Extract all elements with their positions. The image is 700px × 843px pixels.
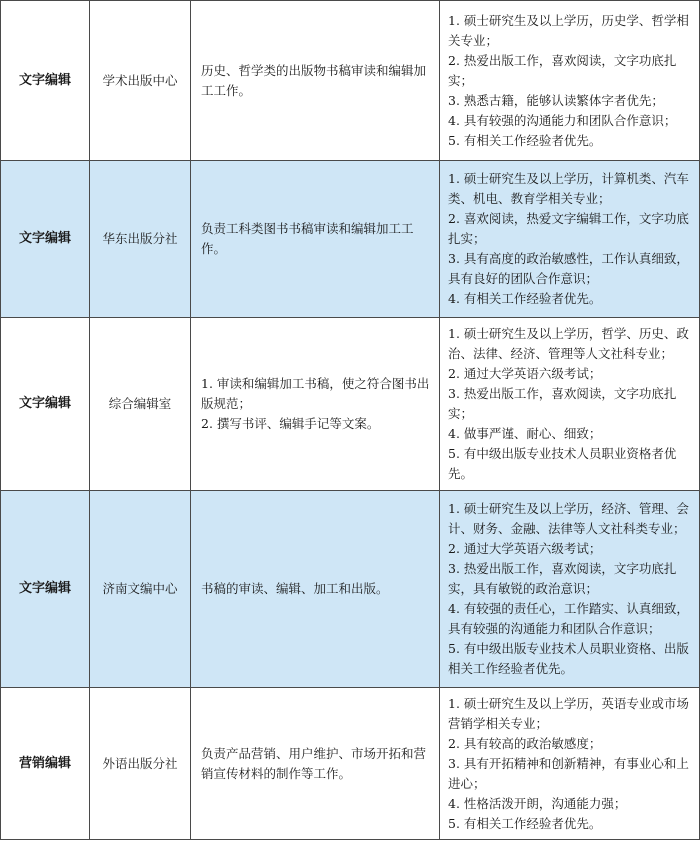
department-cell: 华东出版分社 (90, 161, 191, 318)
requirement-line: 2. 通过大学英语六级考试； (448, 541, 602, 556)
duty-line: 书稿的审读、编辑、加工和出版。 (201, 581, 389, 596)
department-cell: 济南文编中心 (90, 491, 191, 688)
requirement-line: 3. 具有高度的政治敏感性，工作认真细致，具有良好的团队合作意识； (448, 251, 689, 286)
position-cell: 文字编辑 (1, 1, 90, 161)
duties-cell (191, 688, 440, 840)
requirement-line: 3. 热爱出版工作，喜欢阅读，文字功底扎实； (448, 386, 677, 421)
requirement-line: 2. 喜欢阅读，热爱文字编辑工作，文字功底扎实； (448, 211, 689, 246)
requirement-line: 4. 做事严谨、耐心、细致； (448, 426, 602, 441)
requirement-line: 5. 有中级出版专业技术人员职业资格者优先。 (448, 446, 677, 481)
requirement-line: 1. 硕士研究生及以上学历，经济、管理、会计、财务、金融、法律等人文社科类专业； (448, 501, 689, 536)
requirement-line: 1. 硕士研究生及以上学历，历史学、哲学相关专业； (448, 12, 689, 48)
table-row (1, 1, 700, 161)
requirement-line: 2. 热爱出版工作，喜欢阅读，文字功底扎实； (448, 52, 677, 88)
position-cell: 营销编辑 (1, 688, 90, 840)
requirement-line: 5. 有中级出版专业技术人员职业资格、出版相关工作经验者优先。 (448, 641, 689, 676)
duties-cell (191, 491, 440, 688)
department-cell: 外语出版分社 (90, 688, 191, 840)
duty-line: 1. 审读和编辑加工书稿，使之符合图书出版规范； (201, 376, 430, 411)
requirement-line: 2. 具有较高的政治敏感度； (448, 735, 602, 751)
duty-line: 负责工科类图书书稿审读和编辑加工工作。 (201, 221, 414, 256)
requirement-line: 3. 热爱出版工作，喜欢阅读，文字功底扎实，具有敏锐的政治意识； (448, 561, 677, 596)
position-cell: 文字编辑 (1, 161, 90, 318)
requirement-line: 5. 有相关工作经验者优先。 (448, 132, 602, 148)
duty-line: 负责产品营销、用户维护、市场开拓和营销宣传材料的制作等工作。 (201, 745, 427, 781)
requirement-line: 5. 有相关工作经验者优先。 (448, 815, 602, 831)
table-row (1, 491, 700, 688)
table-row (1, 318, 700, 491)
position-cell: 文字编辑 (1, 491, 90, 688)
requirement-line: 4. 具有较强的沟通能力和团队合作意识； (448, 112, 677, 128)
table-row (1, 688, 700, 840)
duty-line: 历史、哲学类的出版物书稿审读和编辑加工工作。 (201, 62, 427, 98)
requirement-line: 3. 熟悉古籍，能够认读繁体字者优先； (448, 92, 664, 108)
requirement-line: 1. 硕士研究生及以上学历，计算机类、汽车类、机电、教育学相关专业； (448, 171, 689, 206)
duties-cell (191, 161, 440, 318)
requirement-line: 4. 性格活泼开朗，沟通能力强； (448, 795, 627, 811)
requirement-line: 3. 具有开拓精神和创新精神，有事业心和上进心； (448, 755, 689, 791)
requirements-cell (440, 688, 700, 840)
duties-cell (191, 1, 440, 161)
duty-line: 2. 撰写书评、编辑手记等文案。 (201, 416, 380, 431)
requirement-line: 1. 硕士研究生及以上学历，英语专业或市场营销学相关专业； (448, 695, 689, 731)
requirements-cell (440, 318, 700, 491)
duties-cell (191, 318, 440, 491)
table-row (1, 161, 700, 318)
requirements-cell (440, 1, 700, 161)
requirement-line: 1. 硕士研究生及以上学历，哲学、历史、政治、法律、经济、管理等人文社科专业； (448, 326, 689, 361)
requirement-line: 2. 通过大学英语六级考试； (448, 366, 602, 381)
requirement-line: 4. 有相关工作经验者优先。 (448, 291, 602, 306)
requirements-cell (440, 161, 700, 318)
position-cell: 文字编辑 (1, 318, 90, 491)
requirement-line: 4. 有较强的责任心，工作踏实、认真细致，具有较强的沟通能力和团队合作意识； (448, 601, 689, 636)
requirements-cell (440, 491, 700, 688)
department-cell: 综合编辑室 (90, 318, 191, 491)
department-cell: 学术出版中心 (90, 1, 191, 161)
